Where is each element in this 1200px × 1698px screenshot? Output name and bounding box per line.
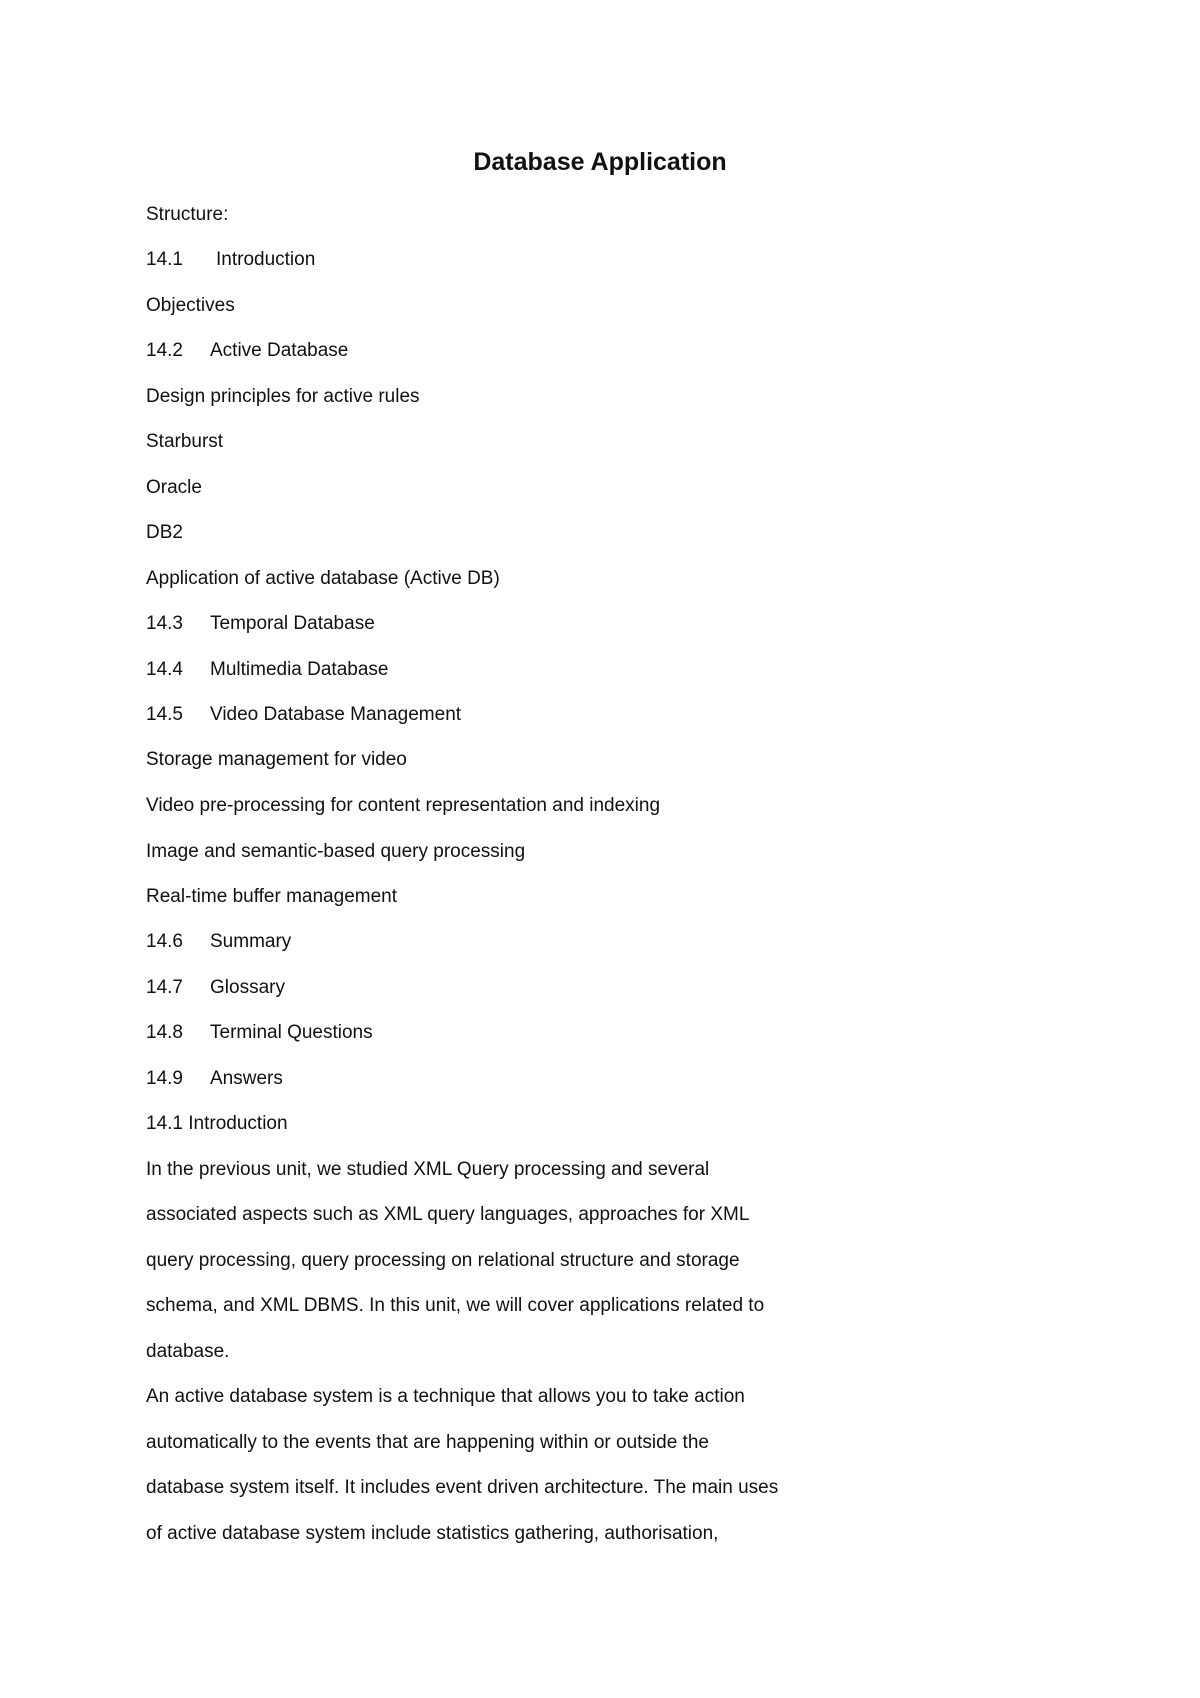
paragraph-line: An active database system is a technique that allows you to take action [146, 1386, 745, 1407]
outline-number: 14.6 [146, 931, 183, 952]
outline-number: 14.5 [146, 704, 183, 725]
outline-number: 14.9 [146, 1068, 183, 1089]
outline-item-14-2 [146, 339, 348, 363]
outline-item-14-4 [146, 658, 388, 682]
outline-item-14-6 [146, 930, 291, 954]
paragraph-line: database. [146, 1341, 230, 1362]
document-title: Database Application [473, 148, 727, 176]
paragraph-line: schema, and XML DBMS. In this unit, we will cover applications related to [146, 1295, 765, 1316]
outline-item-realtime-buffer: Real-time buffer management [146, 886, 397, 907]
outline-item-14-1 [146, 248, 315, 272]
outline-label: Multimedia Database [210, 659, 389, 680]
outline-item-starburst: Starburst [146, 431, 224, 452]
outline-item-14-7 [146, 976, 285, 1000]
paragraph-line: associated aspects such as XML query languages, approaches for XML [146, 1204, 750, 1225]
paragraph-line: In the previous unit, we studied XML Query processing and several [146, 1159, 710, 1180]
outline-item-design-principles: Design principles for active rules [146, 386, 420, 407]
outline-number: 14.3 [146, 613, 183, 634]
outline-label: Temporal Database [210, 613, 375, 634]
outline-item-application-active-db: Application of active database (Active DB) [146, 568, 500, 589]
paragraph-line: database system itself. It includes event driven architecture. The main uses [146, 1477, 779, 1498]
structure-label: Structure: [146, 204, 229, 225]
outline-item-14-3 [146, 612, 375, 636]
outline-label: Terminal Questions [210, 1022, 373, 1043]
outline-label: Video Database Management [210, 704, 462, 725]
outline-number: 14.7 [146, 977, 183, 998]
outline-label: Glossary [210, 977, 285, 998]
outline-item-14-8 [146, 1021, 373, 1045]
outline-item-oracle: Oracle [146, 477, 202, 498]
section-heading: 14.1 Introduction [146, 1113, 288, 1134]
outline-item-db2: DB2 [146, 522, 183, 543]
outline-item-storage-management: Storage management for video [146, 749, 407, 770]
paragraph-line: query processing, query processing on relational structure and storage [146, 1250, 740, 1271]
outline-label: Answers [210, 1068, 283, 1089]
outline-number: 14.4 [146, 659, 183, 680]
outline-label: Active Database [210, 340, 349, 361]
paragraph-line: of active database system include statistics gathering, authorisation, [146, 1523, 719, 1544]
outline-number: 14.2 [146, 340, 183, 361]
outline-item-video-preprocessing: Video pre-processing for content representation and indexing [146, 795, 661, 816]
outline-item-image-semantic: Image and semantic-based query processing [146, 841, 526, 862]
paragraph-line: automatically to the events that are happening within or outside the [146, 1432, 709, 1453]
outline-item-objectives: Objectives [146, 295, 235, 316]
outline-label: Introduction [216, 249, 316, 270]
outline-item-14-9 [146, 1067, 283, 1091]
outline-label: Summary [210, 931, 292, 952]
outline-number: 14.1 [146, 249, 183, 270]
outline-item-14-5 [146, 703, 461, 727]
outline-number: 14.8 [146, 1022, 183, 1043]
